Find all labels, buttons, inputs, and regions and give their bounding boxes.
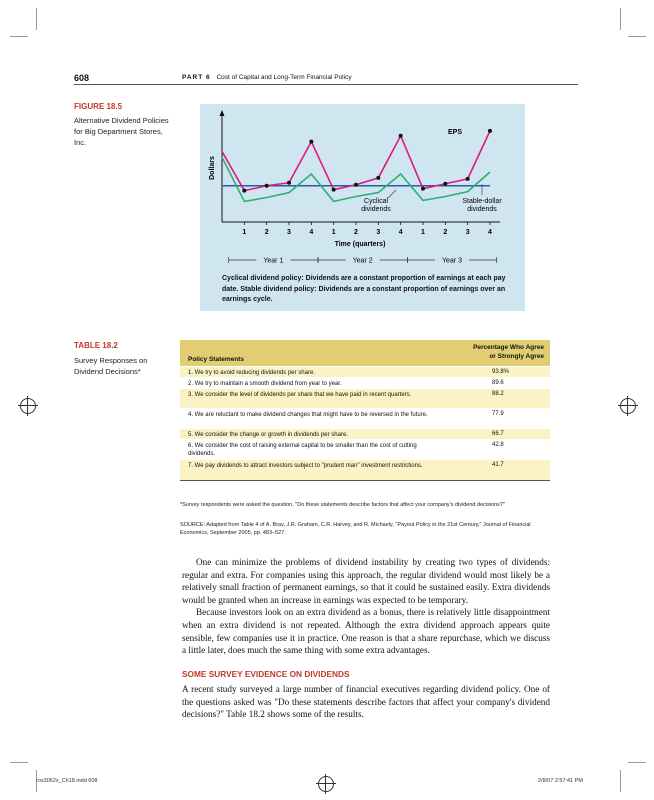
page-number: 608 — [74, 73, 90, 83]
column-header-percentage-line1: Percentage Who Agree — [473, 344, 544, 351]
row-percentage: 93.8% — [492, 369, 510, 375]
body-paragraph-3-block — [182, 683, 550, 721]
table-row — [180, 459, 550, 480]
column-header-percentage-line2: or Strongly Agree — [489, 353, 544, 360]
eps-point — [287, 181, 291, 185]
row-statement: 3. We consider the level of dividends per share that we have paid in recent quarters. — [188, 392, 412, 398]
table-source: SOURCE: Adapted from Table 4 of A. Brav, J.R. Graham, C.R. Harvey, and R. Michaely, "Payout Policy in the 21st Century," Journal of Financial Economics, September 2005, pp. 483–527. — [180, 522, 531, 536]
table-row — [180, 377, 550, 388]
header-rule — [74, 84, 578, 85]
year-label: Year 1 — [263, 257, 284, 265]
cyclical-label-line2: dividends — [361, 206, 391, 213]
eps-point — [332, 188, 336, 192]
x-tick-label: 1 — [242, 229, 247, 236]
x-axis-label: Time (quarters) — [334, 241, 386, 248]
eps-point — [488, 129, 492, 133]
y-axis-arrow-icon — [220, 110, 225, 116]
row-percentage: 41.7 — [492, 462, 504, 468]
crop-mark — [10, 36, 28, 37]
eps-point — [265, 184, 269, 188]
row-percentage: 77.9 — [492, 411, 504, 417]
cyclical-leader-line — [388, 190, 396, 198]
section-heading: SOME SURVEY EVIDENCE ON DIVIDENDS — [182, 669, 350, 679]
row-percentage: 66.7 — [492, 431, 504, 437]
eps-point — [443, 182, 447, 186]
eps-point — [421, 187, 425, 191]
year-label: Year 3 — [442, 257, 463, 265]
x-tick-label: 3 — [465, 229, 470, 236]
x-tick-label: 3 — [376, 229, 381, 236]
row-percentage: 42.8 — [492, 442, 504, 448]
file-slug: ros3062x_Ch18.indd 608 — [36, 778, 98, 784]
x-tick-label: 2 — [264, 229, 269, 236]
crop-mark — [628, 36, 646, 37]
crop-mark — [10, 762, 28, 763]
registration-mark-icon — [620, 398, 636, 414]
table-bottom-rule — [180, 480, 550, 481]
row-statement: 1. We try to avoid reducing dividends per share. — [188, 370, 315, 376]
y-axis-label: Dollars — [209, 156, 216, 180]
year-label: Year 2 — [352, 257, 373, 265]
stable-label-line1: Stable-dollar — [462, 198, 502, 205]
table-row — [180, 428, 550, 439]
paragraph-1: One can minimize the problems of dividend instability by creating two types of dividends: regular and extra. For companies using this approach, the regular dividend would most likely be a relatively small fraction of permanent earnings, so that it could be sustained easily. Extra dividends would be granted when an increase in earnings was expected to be temporary. — [182, 557, 550, 605]
column-header-percentage — [473, 343, 544, 361]
crop-mark — [620, 8, 621, 30]
x-tick-label: 4 — [398, 229, 403, 236]
paragraph-3: A recent study surveyed a large number of financial executives regarding dividend policy. One of the questions asked was "Do these statements describe factors that affect your company's dividend decisions?" Table 18.2 shows some of the results. — [182, 684, 550, 720]
row-statement: 5. We consider the change or growth in dividends per share. — [188, 432, 348, 438]
chapter-title: Cost of Capital and Long-Term Financial Policy — [216, 74, 352, 81]
cyclical-label-line1: Cyclical — [363, 198, 389, 205]
registration-mark-icon — [20, 398, 36, 414]
table-caption: Survey Responses on Dividend Decisions* — [74, 356, 148, 376]
row-statement: 2. We try to maintain a smooth dividend from year to year. — [188, 381, 342, 387]
eps-label: EPS — [448, 129, 463, 136]
eps-point — [309, 140, 313, 144]
table-row — [180, 439, 550, 459]
row-statement: 7. We pay dividends to attract investors subject to "prudent man" investment restrictions. — [188, 463, 423, 469]
crop-mark — [628, 762, 646, 763]
eps-point — [399, 134, 403, 138]
table-header — [180, 340, 550, 366]
figure-label: FIGURE 18.5 — [74, 102, 123, 111]
x-tick-label: 1 — [331, 229, 336, 236]
row-statement: 4. We are reluctant to make dividend changes that might have to be reversed in the future. — [188, 412, 428, 418]
x-tick-label: 2 — [354, 229, 358, 236]
x-tick-label: 4 — [309, 229, 314, 236]
survey-table — [180, 340, 550, 481]
x-tick-label: 2 — [443, 229, 448, 236]
table-row — [180, 408, 550, 428]
body-paragraphs — [182, 556, 550, 657]
cyclical-dividends-line — [222, 157, 490, 201]
eps-point — [354, 183, 358, 187]
eps-line — [222, 131, 490, 191]
paragraph-2: Because investors look on an extra dividend as a bonus, there is relatively little disappointment when an extra dividend is not repeated. Although the extra dividend approach appears quite sensible, few companies use it in practice. One reason is that a share repurchase, which we discuss a little later, does much the same thing with some extra advantages. — [182, 607, 550, 656]
figure-caption: Alternative Dividend Policies for Big Department Stores, Inc. — [74, 116, 169, 147]
x-tick-label: 1 — [421, 229, 425, 236]
x-tick-label: 3 — [287, 229, 291, 236]
figure-note: Cyclical dividend policy: Dividends are a constant proportion of earnings at each pay date. Stable dividend policy: Dividends are a constant proportion of earnings over an earnings cycle. — [222, 275, 506, 303]
table-row — [180, 388, 550, 408]
stable-label-line2: dividends — [467, 206, 497, 213]
row-percentage: 89.6 — [492, 380, 504, 386]
eps-point — [466, 177, 470, 181]
crop-mark — [36, 8, 37, 30]
eps-point — [242, 189, 246, 193]
running-header — [182, 74, 352, 81]
part-label: PART 6 — [182, 74, 211, 81]
x-tick-label: 4 — [488, 229, 492, 236]
table-label: TABLE 18.2 — [74, 341, 118, 350]
crop-mark — [620, 770, 621, 792]
table-row — [180, 366, 550, 377]
eps-point — [376, 176, 380, 180]
row-percentage: 88.2 — [492, 391, 504, 397]
column-header-statements: Policy Statements — [188, 356, 244, 363]
date-slug: 2/8/07 2:57:41 PM — [538, 778, 583, 784]
table-footnote: *Survey respondents were asked the question, "Do these statements describe factors that affect your company's dividend decisions?" — [180, 502, 505, 508]
row-statement: 6. We consider the cost of raising external capital to be smaller than the cost of cutting dividends. — [188, 443, 417, 457]
registration-mark-icon — [318, 776, 334, 792]
